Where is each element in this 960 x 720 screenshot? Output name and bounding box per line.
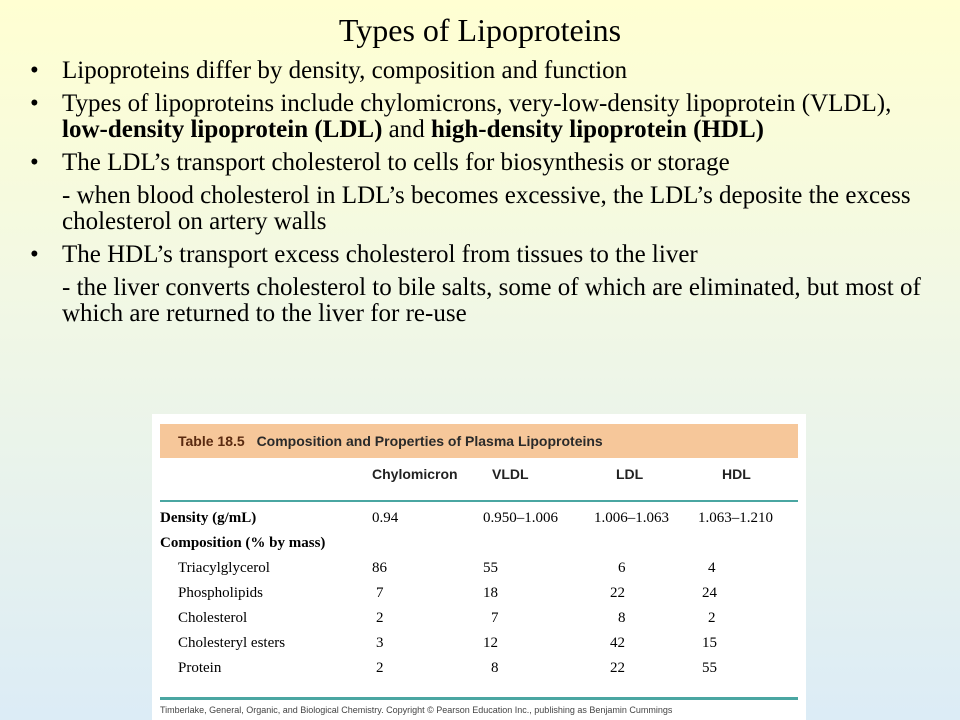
- bullet-item: [28, 242, 933, 268]
- cell: 2: [376, 610, 384, 626]
- bullet-text: Lipoproteins differ by density, composition and function: [62, 57, 628, 84]
- cell: 15: [702, 635, 717, 651]
- header-rule: [160, 500, 798, 502]
- row-label: Density (g/mL): [160, 510, 257, 526]
- bullet-dot: •: [30, 57, 39, 84]
- column-header: VLDL: [492, 466, 529, 482]
- table-number: Table 18.5: [178, 433, 245, 449]
- bullet-dot: •: [30, 90, 39, 117]
- table-row: [152, 610, 806, 634]
- cell: 55: [702, 660, 717, 676]
- row-label: Phospholipids: [178, 585, 264, 601]
- bullet-item: [28, 150, 933, 176]
- sub-point: - the liver converts cholesterol to bile salts, some of which are eliminated, but most of which are returned to the liver for re-use: [62, 274, 921, 327]
- table-title: Composition and Properties of Plasma Lipoproteins: [256, 433, 603, 449]
- cell: 6: [618, 560, 626, 576]
- cell: 24: [702, 585, 717, 601]
- bullet-text: The LDL’s transport cholesterol to cells for biosynthesis or storage: [62, 149, 730, 176]
- row-label: Cholesteryl esters: [178, 635, 286, 651]
- cell: 0.950–1.006: [483, 510, 558, 526]
- cell: 12: [483, 635, 498, 651]
- cell: 4: [708, 560, 716, 576]
- column-header: LDL: [616, 466, 644, 482]
- row-label: Protein: [178, 660, 222, 676]
- table-row: [152, 560, 806, 584]
- column-header: HDL: [722, 466, 751, 482]
- table-row: [152, 510, 806, 534]
- cell: 55: [483, 560, 498, 576]
- table-header-band: [160, 424, 798, 458]
- cell: 22: [610, 585, 625, 601]
- lipoprotein-table: [152, 414, 806, 720]
- cell: 7: [376, 585, 384, 601]
- cell: 8: [618, 610, 626, 626]
- bullet-text: Types of lipoproteins include chylomicrons, very-low-density lipoprotein (VLDL),: [62, 90, 892, 117]
- table-row: [152, 635, 806, 659]
- bullet-text: The HDL’s transport excess cholesterol from tissues to the liver: [62, 241, 698, 268]
- column-header: Chylomicron: [372, 466, 458, 482]
- cell: 18: [483, 585, 498, 601]
- cell: 22: [610, 660, 625, 676]
- table-row: [152, 660, 806, 684]
- cell: 1.063–1.210: [698, 510, 773, 526]
- bullet-list: [28, 58, 933, 334]
- bottom-rule: [160, 697, 798, 700]
- cell: 2: [376, 660, 384, 676]
- cell: 8: [491, 660, 499, 676]
- cell: 0.94: [372, 510, 399, 526]
- cell: 3: [376, 635, 384, 651]
- hdl-term: high-density lipoprotein (HDL): [431, 116, 764, 143]
- bullet-item: [28, 91, 933, 143]
- cell: 86: [372, 560, 387, 576]
- table-row: [152, 535, 806, 559]
- row-label: Triacylglycerol: [178, 560, 270, 576]
- bullet-dot: •: [30, 241, 39, 268]
- bullet-text: and: [382, 116, 432, 143]
- cell: 2: [708, 610, 716, 626]
- bullet-dot: •: [30, 149, 39, 176]
- table-credit: Timberlake, General, Organic, and Biological Chemistry. Copyright © Pearson Education Inc., publishing as Benjamin Cummings: [160, 705, 673, 715]
- cell: 1.006–1.063: [594, 510, 669, 526]
- sub-point: - when blood cholesterol in LDL’s becomes excessive, the LDL’s deposite the excess cholesterol on artery walls: [62, 182, 911, 235]
- ldl-term: low-density lipoprotein (LDL): [62, 116, 383, 143]
- table-row: [152, 585, 806, 609]
- row-label: Composition (% by mass): [160, 535, 326, 551]
- cell: 42: [610, 635, 625, 651]
- cell: 7: [491, 610, 499, 626]
- row-label: Cholesterol: [178, 610, 248, 626]
- bullet-item: [28, 58, 933, 84]
- slide-title: Types of Lipoproteins: [338, 12, 622, 48]
